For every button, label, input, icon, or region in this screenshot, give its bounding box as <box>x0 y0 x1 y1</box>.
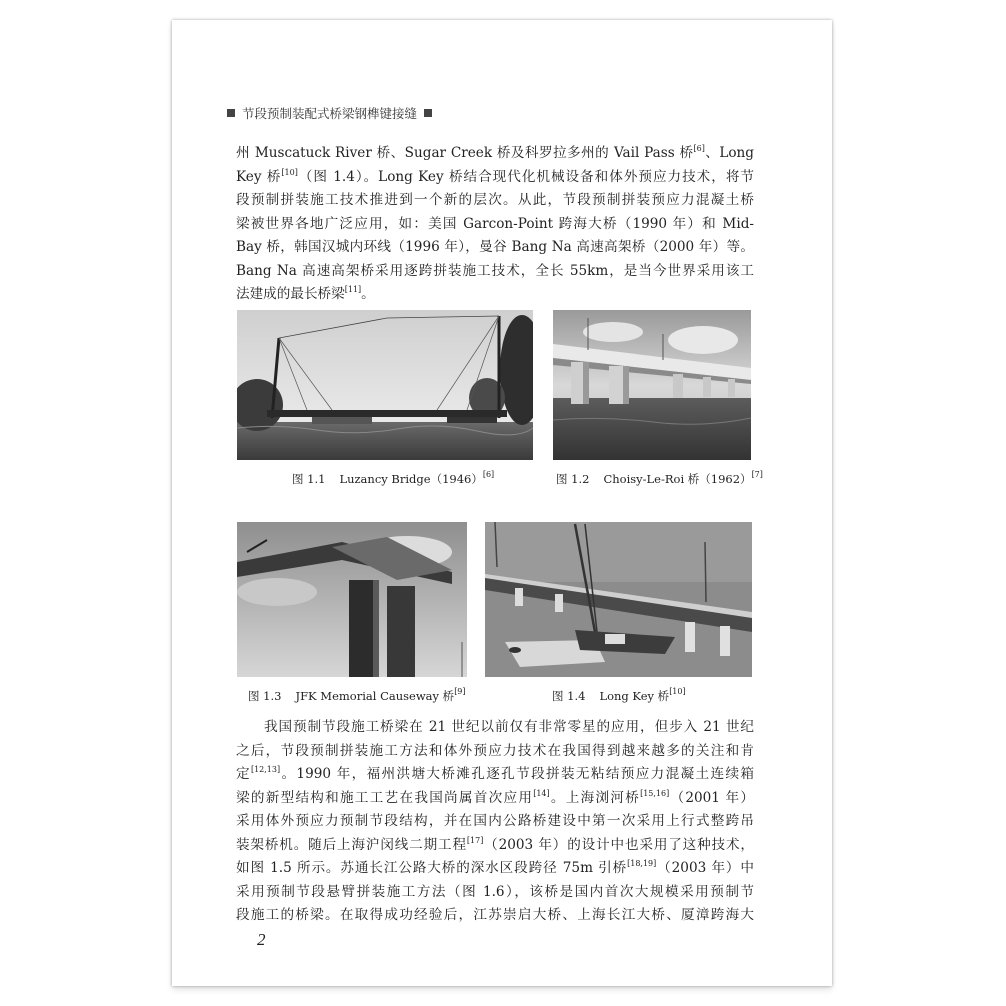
p1-line-3: 段预制拼装施工技术推进到一个新的层次。从此，节段预制拼装预应力混凝土桥 <box>236 192 754 208</box>
p2-line-3: 定[12,13]。1990 年，福州洪塘大桥滩孔逐孔节段拼装无粘结预应力混凝土连续箱 <box>236 765 754 782</box>
p2-line-5: 采用体外预应力预制节段结构，并在国内公路桥建设中第一次采用上行式整跨吊 <box>236 813 754 829</box>
figure-1-2-photo <box>553 310 751 460</box>
paragraph-1 <box>236 142 754 307</box>
figure-1-3-caption: 图 1.3 JFK Memorial Causeway 桥[9] <box>248 687 466 703</box>
p1-line-7: 法建成的最长桥梁[11]。 <box>236 285 375 302</box>
header-square-right-icon <box>424 109 432 117</box>
figure-1-3-photo <box>237 522 467 677</box>
running-title: 节段预制装配式桥梁钢榫键接缝 <box>242 106 418 121</box>
figure-1-1-caption: 图 1.1 Luzancy Bridge（1946）[6] <box>292 470 495 486</box>
p2-line-9: 段施工的桥梁。在取得成功经验后，江苏崇启大桥、上海长江大桥、厦漳跨海大 <box>236 907 754 923</box>
figure-1-4-caption: 图 1.4 Long Key 桥[10] <box>552 687 686 703</box>
p2-line-8: 采用预制节段悬臂拼装施工方法（图 1.6），该桥是国内首次大规模采用预制节 <box>236 883 754 900</box>
p1-line-1: 州 Muscatuck River 桥、Sugar Creek 桥及科罗拉多州的 Vail Pass 桥[6]、Long <box>236 144 754 161</box>
running-header <box>227 104 432 122</box>
p2-line-1: 我国预制节段施工桥梁在 21 世纪以前仅有非常零星的应用，但步入 21 世纪 <box>264 719 754 735</box>
figure-1-4-photo <box>485 522 752 677</box>
book-page <box>172 20 832 986</box>
figure-1-2-caption: 图 1.2 Choisy-Le-Roi 桥（1962）[7] <box>556 470 763 486</box>
p2-line-6: 装架桥机。随后上海沪闵线二期工程[17]（2003 年）的设计中也采用了这种技术， <box>236 835 755 853</box>
p2-line-7: 如图 1.5 所示。苏通长江公路大桥的深水区段跨径 75m 引桥[18,19]（2003 年）中 <box>236 859 754 876</box>
page-number: 2 <box>257 930 266 949</box>
p1-line-2: Key 桥[10]（图 1.4）。Long Key 桥结合现代化机械设备和体外预应力技术，将节 <box>236 167 754 185</box>
p1-line-4: 梁被世界各地广泛应用，如：美国 Garcon-Point 跨海大桥（1990 年）和 Mid- <box>236 215 754 232</box>
p1-line-6: Bang Na 高速高架桥采用逐跨拼装施工技术，全长 55km，是当今世界采用该工 <box>236 262 754 279</box>
figure-1-1-photo <box>237 310 533 460</box>
paragraph-2 <box>236 716 754 928</box>
header-square-left-icon <box>227 109 235 117</box>
p1-line-5: Bay 桥，韩国汉城内环线（1996 年），曼谷 Bang Na 高速高架桥（2000 年）等。 <box>236 239 754 255</box>
p2-line-2: 之后，节段预制拼装施工方法和体外预应力技术在我国得到越来越多的关注和肯 <box>236 742 754 759</box>
p2-line-4: 梁的新型结构和施工工艺在我国尚属首次应用[14]。上海浏河桥[15,16]（2001 年） <box>236 788 755 806</box>
